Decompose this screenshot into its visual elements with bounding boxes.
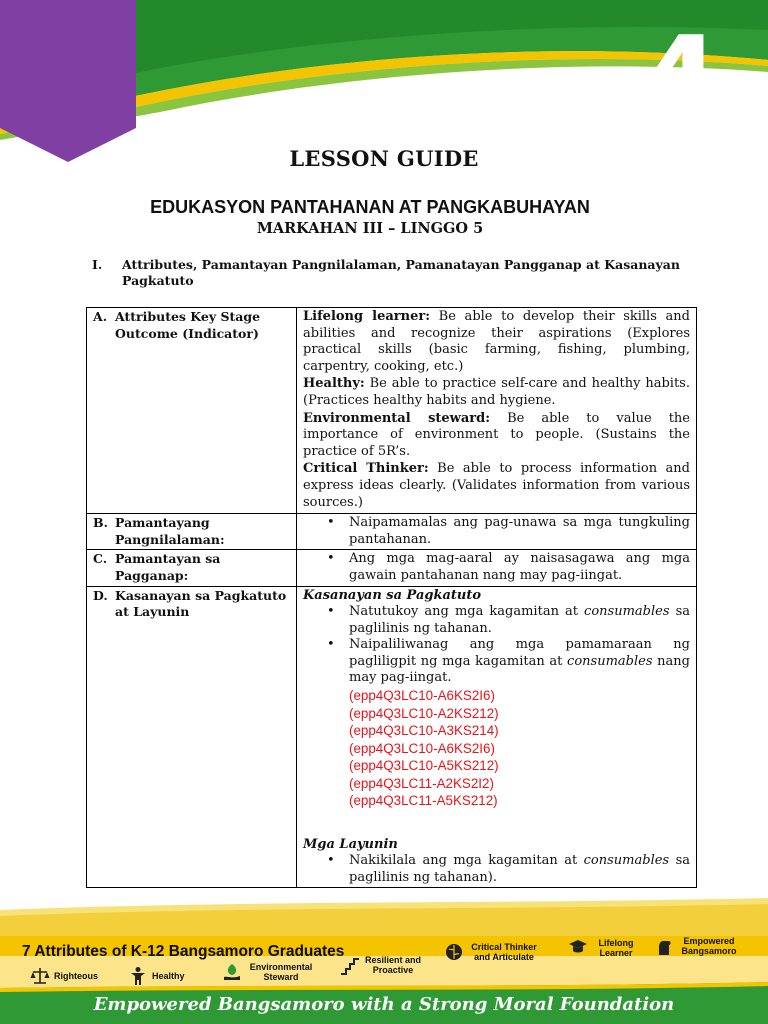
row-a-letter: A. bbox=[93, 309, 108, 324]
attribute-critical-thinker-group bbox=[444, 942, 540, 962]
item-emphasis: consumables bbox=[567, 653, 653, 669]
attribute-key: Lifelong learner: bbox=[303, 309, 430, 324]
list-item: • Naipamamalas ang pag-unawa sa mga tungkuling pantahanan. bbox=[349, 515, 690, 548]
list-item bbox=[349, 853, 690, 886]
competency-code: (epp4Q3LC10-A5KS212) bbox=[349, 758, 499, 774]
item-text: sa paglilinis ng tahanan). bbox=[349, 853, 690, 885]
grade-number: 4 bbox=[638, 10, 722, 148]
quarter-week-title: MARKAHAN III – LINGGO 5 bbox=[256, 220, 484, 237]
footer-title: 7 Attributes of K-12 Bangsamoro Graduates bbox=[22, 943, 345, 960]
row-a-label: Attributes Key Stage Outcome (Indicator) bbox=[115, 309, 261, 341]
competency-code: (epp4Q3LC10-A6KS2I6) bbox=[349, 688, 495, 704]
footer-motto: Empowered Bangsamoro with a Strong Moral Foundation bbox=[93, 994, 675, 1015]
attribute-label: Lifelong Learner bbox=[598, 938, 634, 958]
lesson-guide-title: LESSON GUIDE bbox=[289, 146, 479, 171]
attribute-healthy bbox=[303, 376, 690, 409]
row-c-label: Pamantayan sa Pagganap: bbox=[115, 551, 221, 583]
section-heading-text: Attributes, Pamantayan Pangnilalaman, Pamanatayan Pangganap at Kasanayan Pagkatuto bbox=[122, 257, 680, 288]
scales-icon bbox=[30, 966, 50, 986]
attribute-label: Environmental Steward bbox=[249, 962, 313, 982]
attribute-text: Be able to value the importance of environment to people. (Sustains the practice of 5R’s. bbox=[303, 410, 690, 459]
list-item: • Ang mga mag-aaral ay naisasagawa ang mga gawain pantahanan nang may pag-iingat. bbox=[349, 551, 690, 584]
attribute-lifelong-learner-group bbox=[568, 938, 640, 958]
subject-title: EDUKASYON PANTAHANAN AT PANGKABUHAYAN bbox=[150, 197, 590, 217]
row-b-label: Pamantayang Pangnilalaman: bbox=[115, 515, 225, 547]
row-d-label-cell bbox=[87, 586, 297, 888]
item-text: Natutukoy ang mga kagamitan at bbox=[349, 604, 585, 620]
attribute-resilient-group bbox=[340, 955, 422, 975]
row-a-content-cell bbox=[297, 308, 697, 514]
table-row-attributes bbox=[87, 308, 697, 514]
attribute-label: Empowered Bangsamoro bbox=[681, 936, 737, 956]
table-row-content-standard bbox=[87, 514, 697, 550]
fist-icon bbox=[654, 936, 674, 956]
attribute-label: Healthy bbox=[152, 971, 185, 981]
item-emphasis: consumables bbox=[584, 604, 670, 620]
attribute-key: Healthy: bbox=[303, 376, 365, 392]
row-d-label: Kasanayan sa Pagkatuto at Layunin bbox=[115, 587, 287, 620]
leaf-hand-icon bbox=[222, 962, 242, 982]
section-number: I. bbox=[92, 257, 103, 272]
competency-code: (epp4Q3LC10-A2KS212) bbox=[349, 705, 499, 721]
competency-code: (epp4Q3LC11-A5KS212) bbox=[349, 793, 498, 809]
competency-code: (epp4Q3LC10-A3KS214) bbox=[349, 723, 499, 739]
attribute-label: Critical Thinker and Articulate bbox=[471, 942, 537, 962]
item-emphasis: consumables bbox=[583, 853, 670, 869]
row-c-content-cell bbox=[297, 550, 697, 586]
competency-code: (epp4Q3LC10-A6KS2I6) bbox=[349, 740, 495, 756]
item-text: Nakikilala ang mga kagamitan at bbox=[349, 853, 584, 869]
table-row-performance-standard bbox=[87, 550, 697, 586]
graduate-icon bbox=[568, 938, 588, 958]
item-text: Naipaliliwanag ang mga pamamaraan ng pagliligpit ng mga kagamitan at bbox=[349, 637, 690, 669]
list-item bbox=[349, 637, 690, 687]
row-b-content-cell bbox=[297, 514, 697, 550]
competency-code: (epp4Q3LC11-A2KS2I2) bbox=[349, 775, 494, 791]
attribute-text: Be able to process information and express ideas clearly. (Validates information from various sources.) bbox=[303, 461, 690, 510]
competency-codes bbox=[303, 687, 690, 810]
attribute-key: Critical Thinker: bbox=[303, 461, 429, 477]
attribute-label: Righteous bbox=[54, 971, 98, 981]
row-d-letter: D. bbox=[93, 587, 108, 603]
attribute-righteous bbox=[30, 966, 98, 986]
stairs-icon bbox=[340, 955, 360, 975]
person-icon bbox=[128, 966, 148, 986]
attribute-label: Resilient and Proactive bbox=[364, 955, 421, 975]
row-a-label-cell bbox=[87, 308, 297, 514]
competencies-heading: Kasanayan sa Pagkatuto bbox=[303, 587, 482, 603]
attribute-text: Be able to develop their skills and abilities and recognize their aspirations (Explores practical skills (basic farming, fishing, plumbing, carpentry, cooking, etc.) bbox=[303, 309, 690, 374]
attribute-lifelong-learner bbox=[303, 309, 690, 375]
row-c-label-cell bbox=[87, 550, 297, 586]
list-item bbox=[349, 604, 690, 637]
item-text: sa paglilinis ng tahanan. bbox=[349, 604, 690, 636]
attribute-text: Be able to practice self-care and healthy habits. (Practices healthy habits and hygiene. bbox=[303, 376, 690, 408]
lesson-guide-table bbox=[86, 307, 697, 888]
attribute-environmental-steward bbox=[303, 411, 690, 461]
attribute-empowered-group bbox=[654, 936, 740, 956]
attribute-environmental-steward-group bbox=[222, 962, 316, 982]
section-heading bbox=[92, 257, 692, 289]
item-text: nang may pag-iingat. bbox=[349, 653, 690, 686]
brain-icon bbox=[444, 942, 464, 962]
row-b-letter: B. bbox=[93, 515, 108, 531]
attribute-key: Environmental steward: bbox=[303, 410, 491, 426]
row-c-letter: C. bbox=[93, 551, 108, 567]
row-b-label-cell bbox=[87, 514, 297, 550]
attribute-critical-thinker bbox=[303, 461, 690, 511]
table-row-competencies bbox=[87, 586, 697, 888]
objectives-heading: Mga Layunin bbox=[303, 836, 398, 852]
attribute-healthy-icon-group bbox=[128, 966, 185, 986]
row-d-content-cell bbox=[297, 586, 697, 888]
header-banner bbox=[0, 0, 768, 148]
grade-badge-shape bbox=[0, 0, 136, 162]
